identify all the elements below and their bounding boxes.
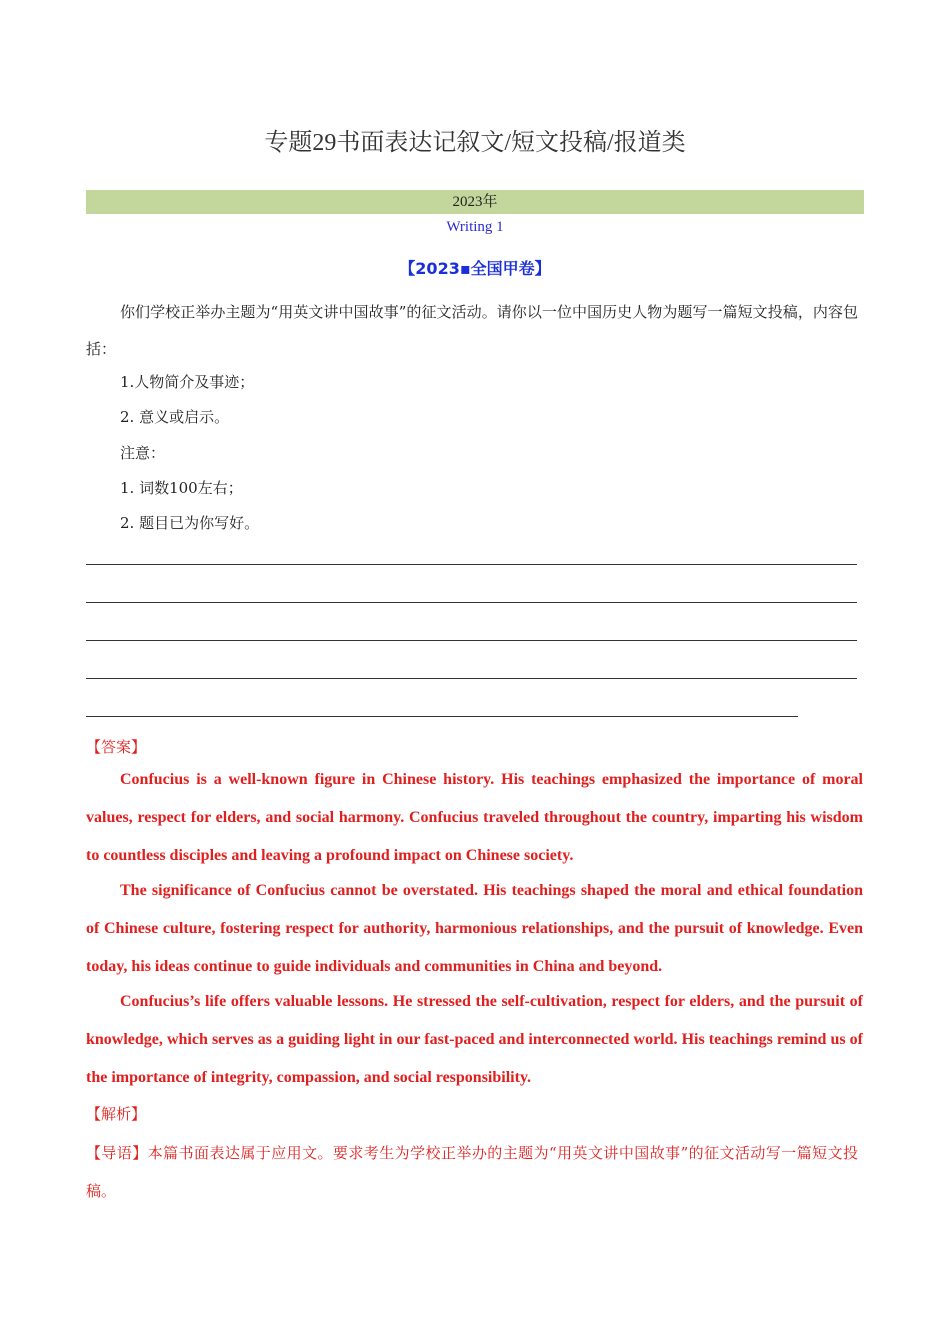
content-item-2: 2. 意义或启示。 [120, 408, 230, 426]
answer-blank-line[interactable] [86, 640, 857, 641]
answer-blank-line[interactable] [86, 678, 857, 679]
page-title: 专题29书面表达记叙文/短文投稿/报道类 [264, 130, 686, 156]
answer-blank-line[interactable] [86, 716, 798, 717]
year-bar: 2023年 [86, 190, 864, 214]
notes-heading: 注意： [120, 444, 166, 462]
writing-label: Writing 1 [446, 219, 504, 235]
answer-blank-line[interactable] [86, 564, 857, 565]
answer-paragraph: The significance of Confucius cannot be overstated. His teachings shaped the moral and ethical foundation of Chinese culture, fostering respect for authority, harmonious relationships, and the pursuit of knowledge. Even today, his ideas continue to guide individuals and communities in China and beyond. [86, 882, 863, 975]
note-item-1: 1. 词数100左右； [120, 479, 243, 497]
answer-tag: 【答案】 [86, 738, 147, 756]
answer-blank-line[interactable] [86, 602, 857, 603]
answer-paragraph: Confucius’s life offers valuable lessons. He stressed the self-cultivation, respect for elders, and the pursuit of knowledge, which serves as a guiding light in our fast-paced and interconnected world. His teachings remind us of the importance of integrity, compassion, and social responsibility. [86, 993, 863, 1086]
exam-source: 【2023▪全国甲卷】 [399, 259, 551, 278]
analysis-guide: 【导语】本篇书面表达属于应用文。要求考生为学校正举办的主题为“用英文讲中国故事”的征文活动写一篇短文投稿。 [86, 1144, 858, 1200]
note-item-2: 2. 题目已为你写好。 [120, 514, 260, 532]
analysis-tag: 【解析】 [86, 1105, 147, 1123]
content-item-1: 1.人物简介及事迹； [120, 373, 255, 391]
answer-paragraph: Confucius is a well-known figure in Chinese history. His teachings emphasized the importance of moral values, respect for elders, and social harmony. Confucius traveled throughout the country, imparting his wisdom to countless disciples and leaving a profound impact on Chinese society. [86, 771, 863, 864]
question-prompt: 你们学校正举办主题为“用英文讲中国故事”的征文活动。请你以一位中国历史人物为题写一篇短文投稿，内容包括： [86, 303, 858, 358]
